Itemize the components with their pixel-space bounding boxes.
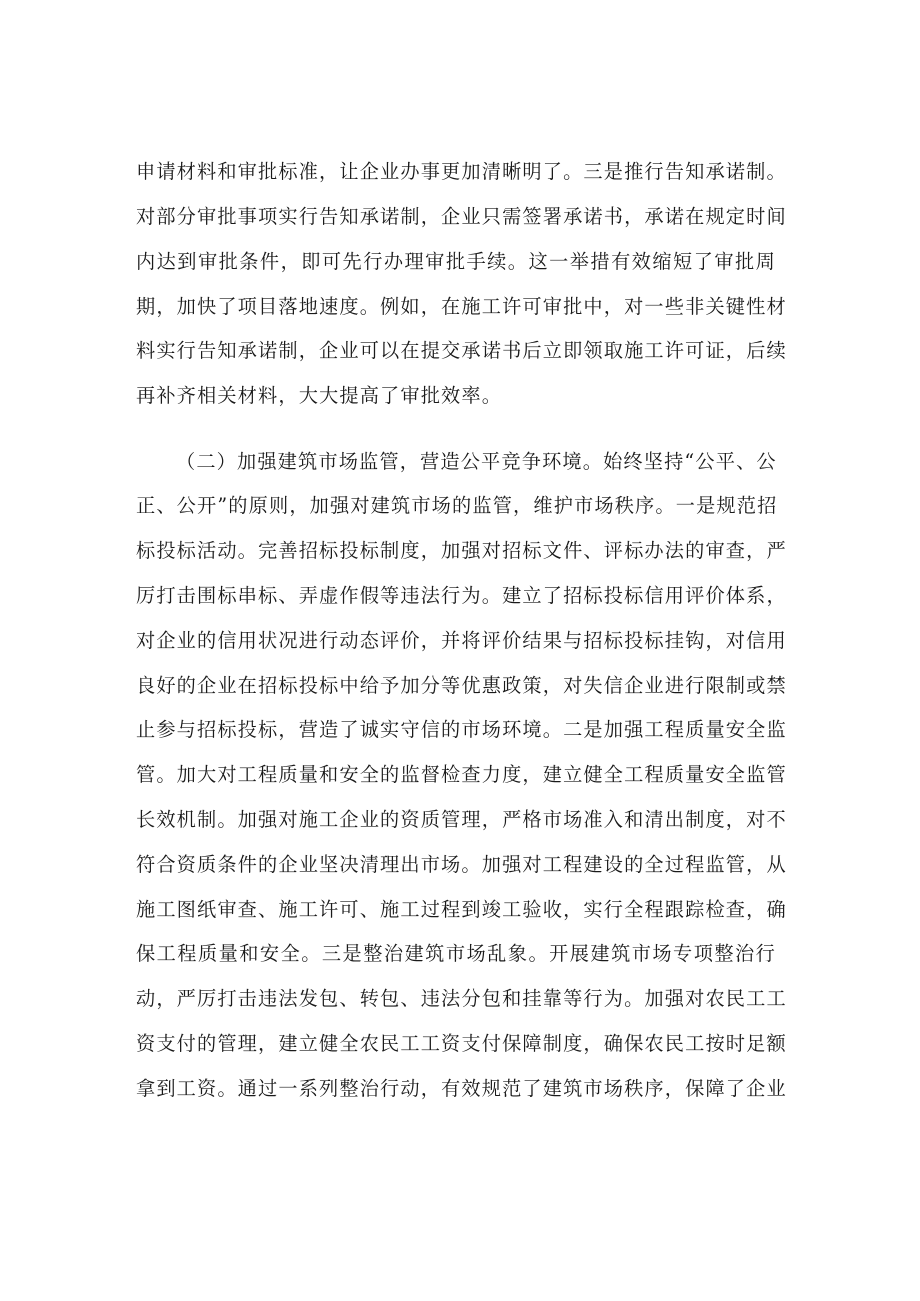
paragraph-2-line-14: 资支付的管理，建立健全农民工工资支付保障制度，确保农民工按时足额 bbox=[136, 1032, 787, 1055]
paragraph-2-line-6: 良好的企业在招标投标中给予加分等优惠政策，对失信企业进行限制或禁 bbox=[136, 674, 787, 697]
paragraph-2-line-10: 符合资质条件的企业坚决清理出市场。加强对工程建设的全过程监管，从 bbox=[136, 853, 787, 876]
paragraph-2-line-7: 止参与招标投标，营造了诚实守信的市场环境。二是加强工程质量安全监 bbox=[136, 718, 787, 741]
paragraph-1-line-5: 料实行告知承诺制，企业可以在提交承诺书后立即领取施工许可证，后续 bbox=[136, 339, 787, 362]
paragraph-2-line-4: 厉打击围标串标、弄虚作假等违法行为。建立了招标投标信用评价体系， bbox=[136, 584, 787, 607]
paragraph-1-line-4: 期，加快了项目落地速度。例如，在施工许可审批中，对一些非关键性材 bbox=[136, 295, 787, 318]
paragraph-2-line-3: 标投标活动。完善招标投标制度，加强对招标文件、评标办法的审查，严 bbox=[136, 539, 787, 562]
paragraph-1-line-6: 再补齐相关材料，大大提高了审批效率。 bbox=[136, 384, 503, 407]
paragraph-2-line-5: 对企业的信用状况进行动态评价，并将评价结果与招标投标挂钩，对信用 bbox=[136, 629, 787, 652]
paragraph-1-line-3: 内达到审批条件，即可先行办理审批手续。这一举措有效缩短了审批周 bbox=[136, 250, 776, 273]
paragraph-2-line-9: 长效机制。加强对施工企业的资质管理，严格市场准入和清出制度，对不 bbox=[136, 808, 787, 831]
paragraph-1-line-1: 申请材料和审批标准，让企业办事更加清晰明了。三是推行告知承诺制。 bbox=[136, 160, 787, 183]
paragraph-2-line-15: 拿到工资。通过一系列整治行动，有效规范了建筑市场秩序，保障了企业 bbox=[136, 1077, 787, 1100]
paragraph-2-line-1: （二）加强建筑市场监管，营造公平竞争环境。始终坚持“公平、公 bbox=[176, 450, 777, 473]
paragraph-2-line-12: 保工程质量和安全。三是整治建筑市场乱象。开展建筑市场专项整治行 bbox=[136, 942, 776, 965]
paragraph-2-line-11: 施工图纸审查、施工许可、施工过程到竣工验收，实行全程跟踪检查，确 bbox=[136, 898, 787, 921]
paragraph-2-line-13: 动，严厉打击违法发包、转包、违法分包和挂靠等行为。加强对农民工工 bbox=[136, 987, 787, 1010]
paragraph-2-line-2: 正、公开”的原则，加强对建筑市场的监管，维护市场秩序。一是规范招 bbox=[136, 494, 778, 517]
paragraph-1-line-2: 对部分审批事项实行告知承诺制，企业只需签署承诺书，承诺在规定时间 bbox=[136, 205, 787, 228]
paragraph-2-line-8: 管。加大对工程质量和安全的监督检查力度，建立健全工程质量安全监管 bbox=[136, 763, 787, 786]
